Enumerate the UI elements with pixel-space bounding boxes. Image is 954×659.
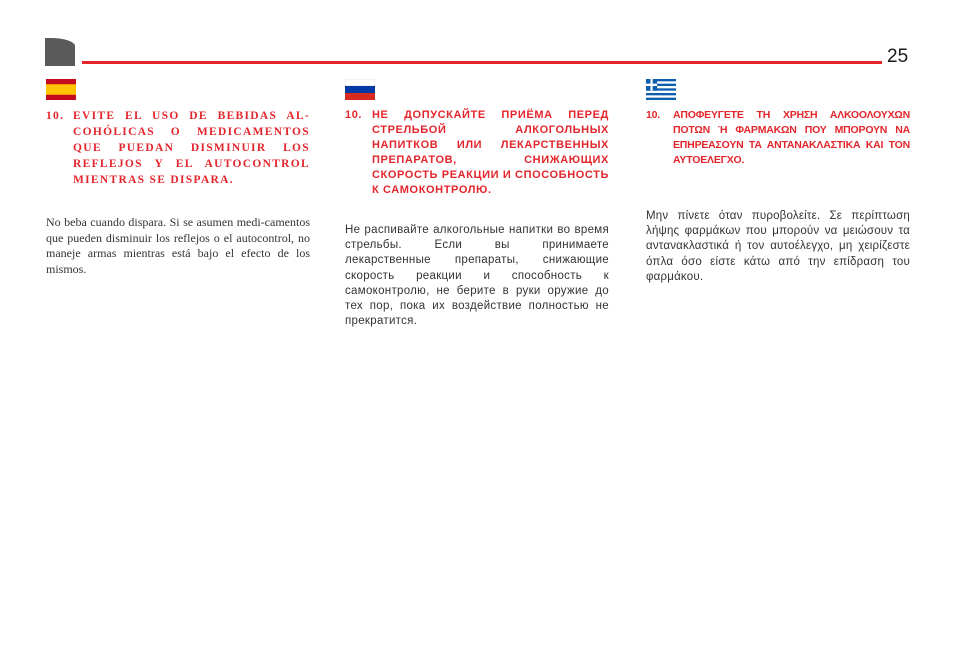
heading-text: ΑΠΟΦΕΥΓΕΤΕ ΤΗ ΧΡΗΣΗ ΑΛΚΟΟΛΟΥΧΩΝ ΠΟΤΩΝ Ή ΦΑΡΜΑΚΩΝ ΠΟΥ ΜΠΟΡΟΥΝ ΝΑ ΕΠΗΡΕΑΣΟΥΝ ΤΑ ΑΝΤΑΝΑΚΛΑΣΤΙΚΑ ΚΑΙ ΤΟΝ ΑΥΤΟΕΛΕΓΧΟ. bbox=[673, 109, 910, 166]
item-number: 10. bbox=[46, 110, 65, 122]
body-greek: Μην πίνετε όταν πυροβολείτε. Σε περίπτωση λήψης φαρμάκων που μπορούν να μειώσουν τα αντανακλαστικά ή τον αυτοέλεγχο, μη χειρίζεστε όπλα όσο είστε κάτω από την επίδραση του φαρμάκου. bbox=[646, 210, 910, 283]
page-number: 25 bbox=[887, 46, 909, 67]
header-rule bbox=[82, 61, 882, 64]
heading-text: НЕ ДОПУСКАЙТЕ ПРИЁМА ПЕРЕД СТРЕЛЬБОЙ АЛКОГОЛЬНЫХ НАПИТКОВ ИЛИ ЛЕКАРСТВЕННЫХ ПРЕПАРАТОВ, СНИЖАЮЩИХ СКОРОСТЬ РЕАКЦИИ И СПОСОБНОСТЬ К САМОКОНТРОЛЮ. bbox=[372, 109, 609, 196]
item-number: 10. bbox=[345, 109, 363, 121]
body-russian: Не распивайте алкогольные напитки во время стрельбы. Если вы принимаете лекарственные препараты, снижающие скорость реакции и способность к самоконтролю, не берите в руки оружие до тех пор, пока их воздействие полностью не прекратится. bbox=[345, 224, 609, 328]
spain-flag-icon bbox=[46, 79, 76, 100]
russia-flag-icon bbox=[345, 79, 375, 100]
column-russian bbox=[345, 79, 609, 329]
column-spanish bbox=[46, 79, 310, 277]
heading-text: EVITE EL USO DE BEBIDAS AL-COHÓLICAS O MEDICAMENTOS QUE PUEDAN DISMINUIR LOS REFLEJOS Y EL AUTOCONTROL MIENTRAS SE DISPARA. bbox=[73, 110, 310, 186]
heading-greek bbox=[646, 108, 910, 168]
greece-flag-icon bbox=[646, 79, 676, 100]
item-number: 10. bbox=[646, 109, 660, 121]
corner-tab bbox=[45, 38, 75, 66]
heading-russian bbox=[345, 108, 609, 198]
heading-spanish bbox=[46, 108, 310, 188]
column-greek bbox=[646, 79, 910, 285]
body-spanish: No beba cuando dispara. Si se asumen medi-camentos que pueden disminuir los reflejos o el autocontrol, no maneje armas mientras está bajo el efecto de los mismos. bbox=[46, 215, 310, 276]
